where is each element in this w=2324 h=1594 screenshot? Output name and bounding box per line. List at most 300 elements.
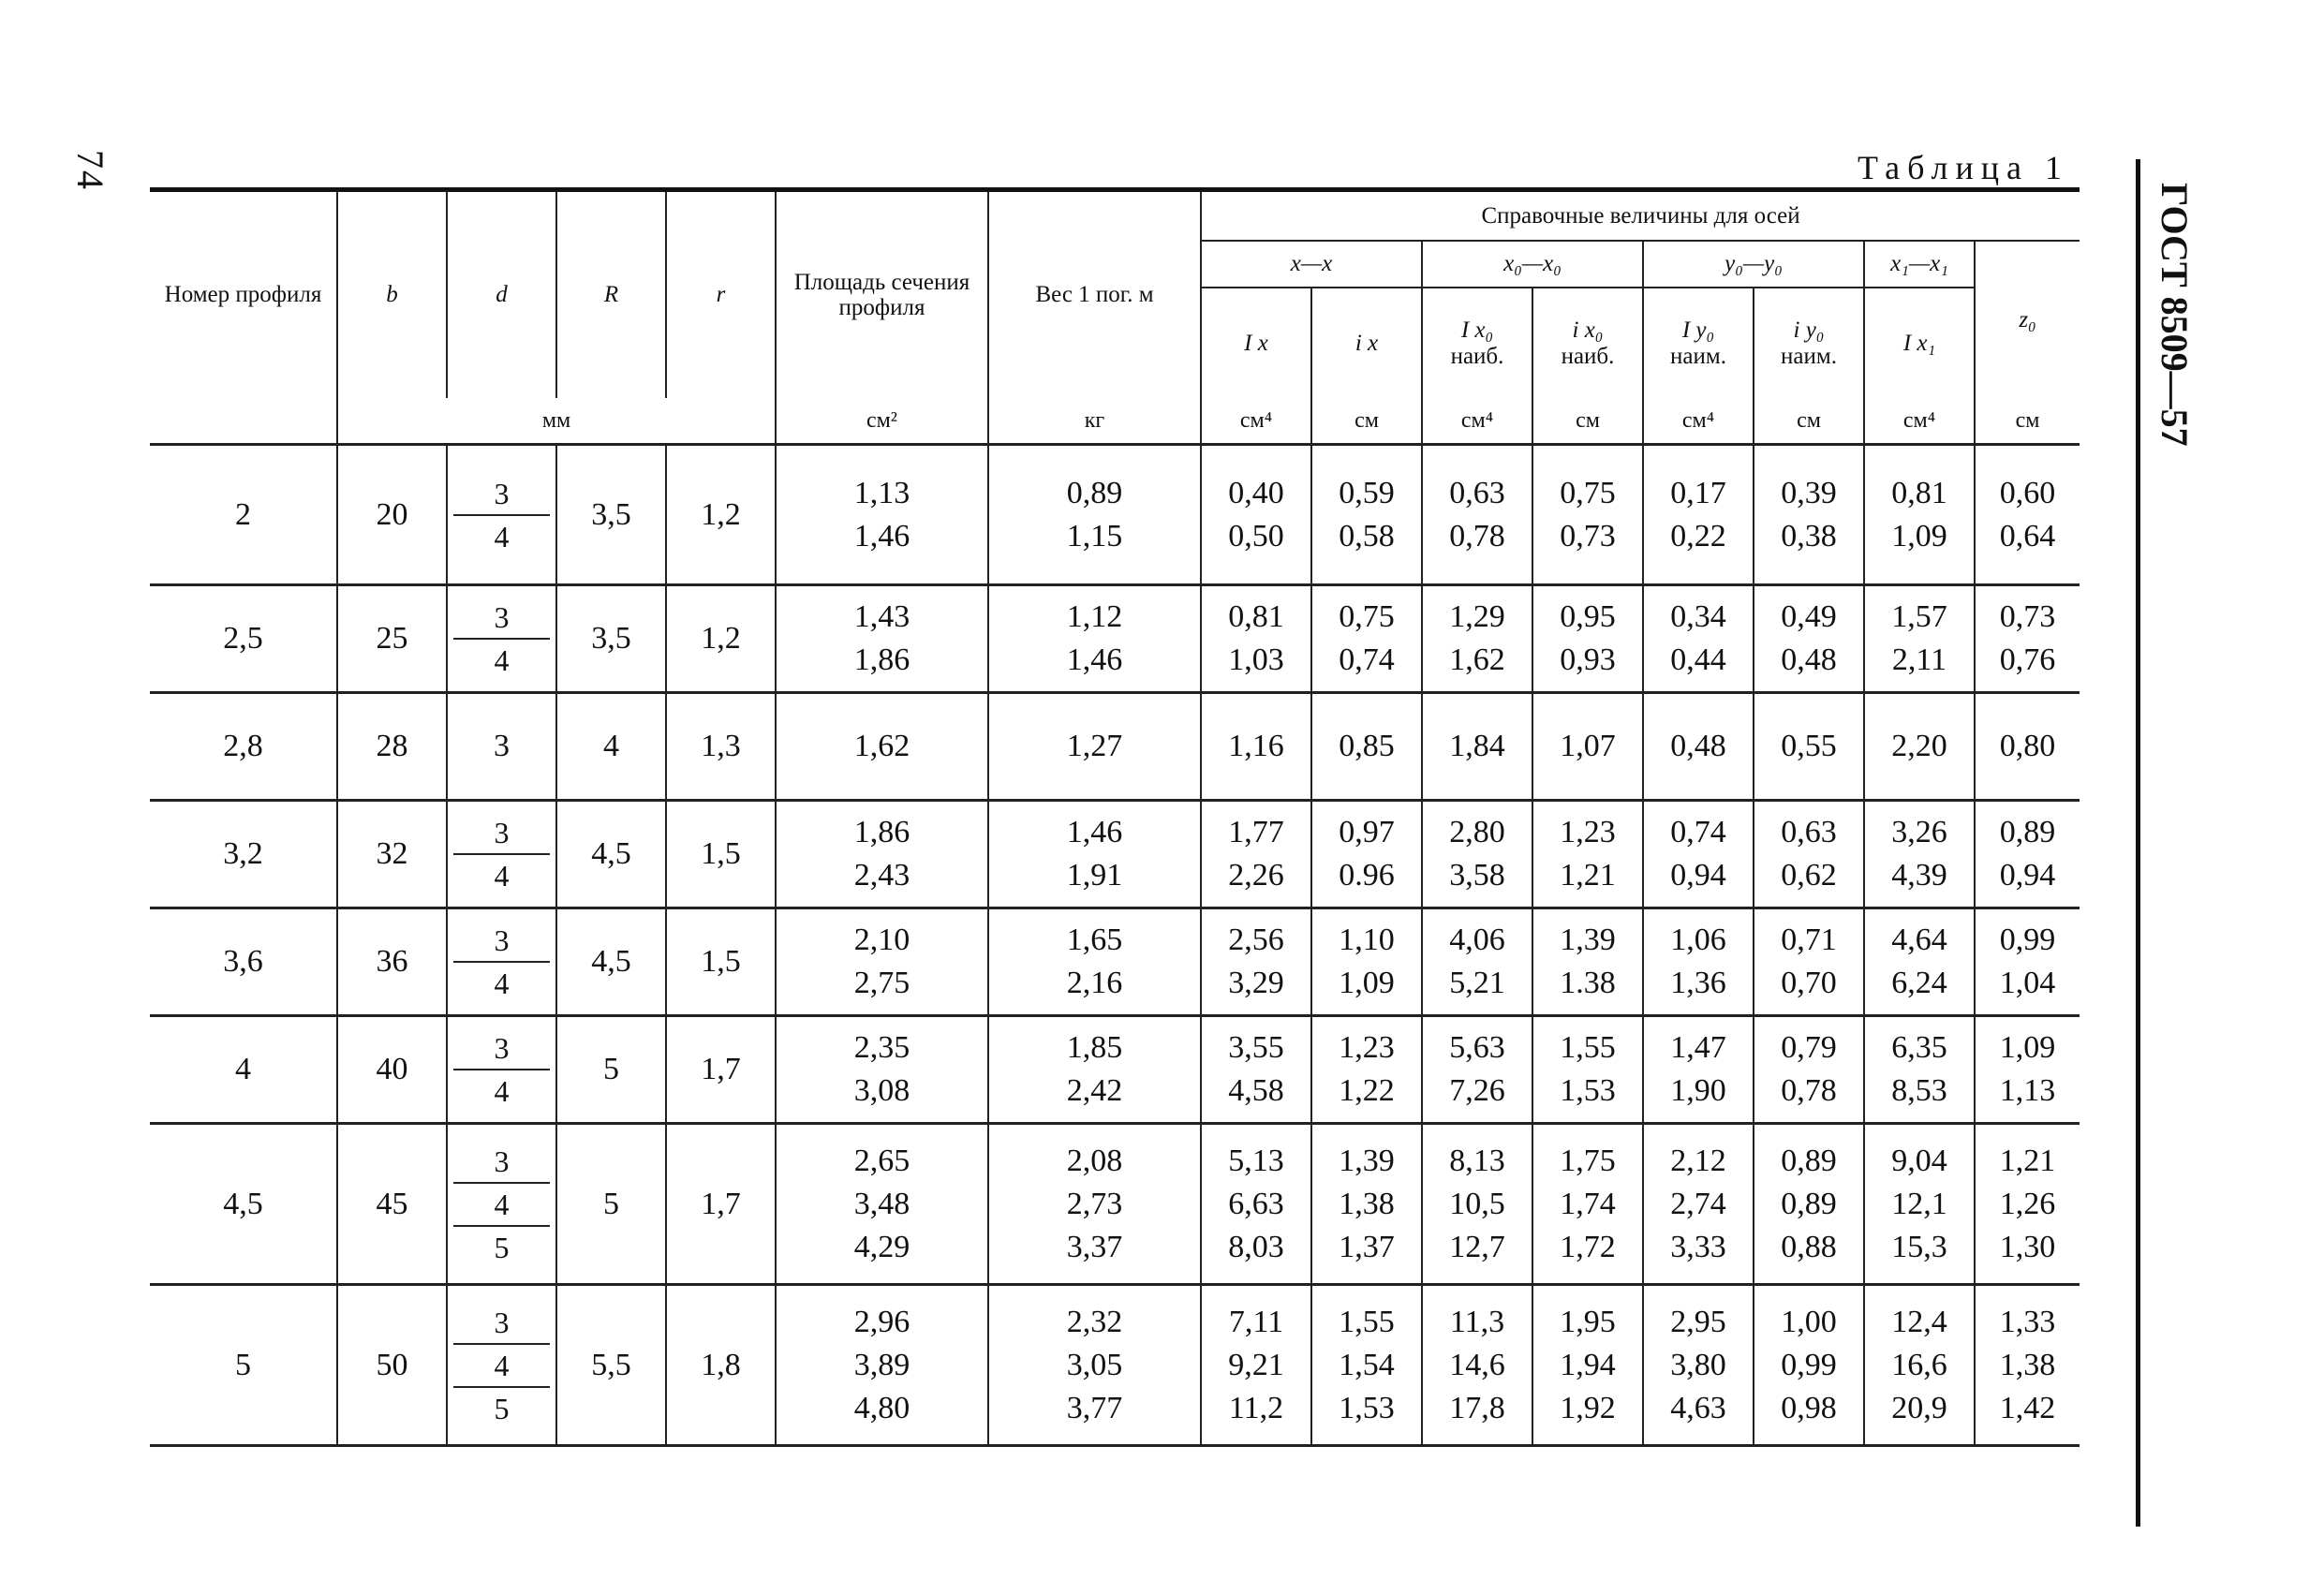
value-stack <box>1202 1030 1310 1109</box>
value: 2,74 <box>1670 1186 1726 1221</box>
value-stack <box>1533 922 1642 1001</box>
value: 1,16 <box>1228 729 1284 763</box>
cell-Ix <box>1201 585 1311 693</box>
cell-z0 <box>1975 1016 2080 1124</box>
value: 0,79 <box>1781 1030 1837 1065</box>
value-stack <box>1644 729 1753 764</box>
header-Ix0-note: наиб. <box>1450 343 1504 369</box>
value-stack <box>1865 476 1974 554</box>
cell-ix <box>1311 1124 1422 1285</box>
cell-r: 1,3 <box>666 693 776 801</box>
value: 1,74 <box>1560 1186 1616 1221</box>
header-profile-no: Номер профиля <box>164 282 322 308</box>
value: 0,62 <box>1781 858 1837 893</box>
value: 1,07 <box>1560 729 1616 763</box>
value: 1,36 <box>1670 966 1726 1000</box>
value: 2,16 <box>1066 966 1123 1000</box>
value-stack <box>1644 476 1753 554</box>
value: 0,44 <box>1670 642 1726 677</box>
cell-Ix1 <box>1864 801 1975 908</box>
value: 2,10 <box>853 922 910 957</box>
header-ix0-note: наиб. <box>1561 343 1615 369</box>
value: 2,35 <box>853 1030 910 1065</box>
value: 17,8 <box>1449 1390 1505 1425</box>
value: 7,11 <box>1228 1304 1284 1339</box>
cell-b: 28 <box>337 693 447 801</box>
value: 1,47 <box>1670 1030 1726 1065</box>
header-area: Площадь сечения профиля <box>776 192 988 398</box>
cell-Ix0 <box>1422 908 1532 1016</box>
cell-area <box>776 693 988 801</box>
value: 3,33 <box>1670 1229 1726 1264</box>
value: 0,49 <box>1781 599 1837 634</box>
value-stack <box>1976 1030 2080 1109</box>
table-row <box>150 801 2080 908</box>
value: 0,48 <box>1670 729 1726 763</box>
value: 2,80 <box>1449 815 1505 849</box>
value-stack <box>777 922 987 1001</box>
value: 2,12 <box>1670 1143 1726 1178</box>
thickness-value: 3 <box>494 923 510 957</box>
value: 3,37 <box>1066 1229 1123 1264</box>
cell-Iy0 <box>1643 445 1754 585</box>
value-stack <box>1423 1305 1532 1426</box>
value: 1,37 <box>1339 1229 1395 1264</box>
cell-ix <box>1311 445 1422 585</box>
value: 1,62 <box>853 729 910 763</box>
value: 11,2 <box>1228 1390 1284 1425</box>
value: 0,50 <box>1228 518 1284 553</box>
margin-rule <box>2136 159 2140 1527</box>
header-Ix1: I x₁ <box>1864 288 1975 398</box>
unit-weight: кг <box>988 398 1201 445</box>
value-stack <box>1644 1305 1753 1426</box>
header-axis-x0x0: x₀—x₀ <box>1422 241 1643 288</box>
cell-profile: 2 <box>150 445 337 585</box>
cell-z0 <box>1975 693 2080 801</box>
value: 1,53 <box>1560 1073 1616 1108</box>
cell-profile: 2,5 <box>150 585 337 693</box>
cell-weight <box>988 908 1201 1016</box>
cell-d <box>447 1124 556 1285</box>
value-stack <box>1312 1144 1421 1265</box>
value-stack <box>777 729 987 764</box>
header-Iy0 <box>1643 288 1754 398</box>
value: 0,17 <box>1670 475 1726 510</box>
value-stack <box>777 1030 987 1109</box>
value-stack <box>1312 1030 1421 1109</box>
cell-ix <box>1311 801 1422 908</box>
table-row <box>150 1285 2080 1446</box>
cell-Iy0 <box>1643 585 1754 693</box>
table-row <box>150 693 2080 801</box>
header-Iy0-note: наим. <box>1670 343 1726 369</box>
value-stack <box>1865 815 1974 893</box>
value: 0,95 <box>1560 599 1616 634</box>
table-body <box>150 445 2080 1446</box>
cell-iy0 <box>1754 801 1864 908</box>
value: 1,95 <box>1560 1304 1616 1339</box>
cell-ix <box>1311 908 1422 1016</box>
value: 1,09 <box>1339 966 1395 1000</box>
value: 1,65 <box>1066 922 1123 957</box>
header-d: d <box>447 192 556 398</box>
value: 1,94 <box>1560 1347 1616 1382</box>
value: 0,75 <box>1560 475 1616 510</box>
cell-ix0 <box>1532 445 1643 585</box>
unit-Ix1: см⁴ <box>1864 398 1975 445</box>
value: 8,53 <box>1891 1073 1947 1108</box>
cell-iy0 <box>1754 693 1864 801</box>
value-stack <box>1533 599 1642 678</box>
value-stack <box>1533 476 1642 554</box>
value-stack <box>1754 1030 1863 1109</box>
cell-r: 1,5 <box>666 801 776 908</box>
value: 1,86 <box>853 815 910 849</box>
cell-R: 5,5 <box>556 1285 666 1446</box>
value: 1,91 <box>1066 858 1123 893</box>
cell-Ix <box>1201 693 1311 801</box>
value-stack <box>1312 599 1421 678</box>
value-stack <box>1644 922 1753 1001</box>
value: 9,21 <box>1228 1347 1284 1382</box>
cell-iy0 <box>1754 1016 1864 1124</box>
cell-d <box>447 1016 556 1124</box>
cell-area <box>776 1016 988 1124</box>
cell-profile: 4,5 <box>150 1124 337 1285</box>
value: 0,71 <box>1781 922 1837 957</box>
value-stack <box>1423 599 1532 678</box>
value: 0,98 <box>1781 1390 1837 1425</box>
value-stack <box>1423 922 1532 1001</box>
value: 0,73 <box>1999 599 2056 634</box>
cell-Ix <box>1201 1016 1311 1124</box>
cell-Ix1 <box>1864 908 1975 1016</box>
value-stack <box>1976 729 2080 764</box>
header-z0: z₀ <box>1975 241 2080 398</box>
value: 14,6 <box>1449 1347 1505 1382</box>
header-reference: Справочные величины для осей <box>1201 192 2080 241</box>
value-stack <box>1533 815 1642 893</box>
value-stack <box>1865 729 1974 764</box>
cell-z0 <box>1975 1285 2080 1446</box>
cell-r: 1,8 <box>666 1285 776 1446</box>
cell-ix <box>1311 1285 1422 1446</box>
value: 1,09 <box>1999 1030 2056 1065</box>
header-Iy0-symbol: I y₀ <box>1681 317 1715 343</box>
value: 1,13 <box>853 475 910 510</box>
value-stack <box>1423 729 1532 764</box>
value-stack <box>777 476 987 554</box>
value: 3,58 <box>1449 858 1505 893</box>
cell-iy0 <box>1754 1124 1864 1285</box>
value: 15,3 <box>1891 1229 1947 1264</box>
value-stack <box>1644 815 1753 893</box>
value: 10,5 <box>1449 1186 1505 1221</box>
header-axis-xx: x—x <box>1201 241 1422 288</box>
cell-ix0 <box>1532 1016 1643 1124</box>
cell-profile: 4 <box>150 1016 337 1124</box>
value: 0,99 <box>1781 1347 1837 1382</box>
value: 11,3 <box>1449 1304 1505 1339</box>
value: 0,75 <box>1339 599 1395 634</box>
value: 1,77 <box>1228 815 1284 849</box>
value-stack <box>989 1030 1200 1109</box>
value: 6,24 <box>1891 966 1947 1000</box>
value-stack <box>1644 1144 1753 1265</box>
value-stack <box>777 599 987 678</box>
value-stack <box>1312 1305 1421 1426</box>
value: 1,54 <box>1339 1347 1395 1382</box>
value: 3,89 <box>853 1347 910 1382</box>
value: 0,38 <box>1781 518 1837 553</box>
cell-profile: 3,2 <box>150 801 337 908</box>
value-stack <box>989 476 1200 554</box>
value: 1,57 <box>1891 599 1947 634</box>
header-iy0-note: наим. <box>1781 343 1837 369</box>
value: 0,70 <box>1781 966 1837 1000</box>
header-iy0 <box>1754 288 1864 398</box>
value-stack <box>989 599 1200 678</box>
value: 2,20 <box>1891 729 1947 763</box>
value-stack <box>989 729 1200 764</box>
cell-r: 1,2 <box>666 585 776 693</box>
value: 0.96 <box>1339 858 1395 893</box>
cell-b: 50 <box>337 1285 447 1446</box>
value: 16,6 <box>1891 1347 1947 1382</box>
value: 0,89 <box>1781 1186 1837 1221</box>
value: 0,85 <box>1339 729 1395 763</box>
unit-z0: см <box>1975 398 2080 445</box>
value: 0,93 <box>1560 642 1616 677</box>
cell-R: 3,5 <box>556 585 666 693</box>
value: 7,26 <box>1449 1073 1505 1108</box>
value: 1,09 <box>1891 518 1947 553</box>
value-stack <box>1202 922 1310 1001</box>
value: 3,55 <box>1228 1030 1284 1065</box>
value-stack <box>1202 729 1310 764</box>
header-ix0-symbol: i x₀ <box>1572 317 1604 343</box>
thickness-stack <box>453 920 551 1004</box>
value: 3,29 <box>1228 966 1284 1000</box>
value-stack <box>1533 1030 1642 1109</box>
value: 2,26 <box>1228 858 1284 893</box>
value: 1,23 <box>1339 1030 1395 1065</box>
cell-Ix0 <box>1422 1016 1532 1124</box>
cell-d <box>447 1285 556 1446</box>
value: 0,63 <box>1449 475 1505 510</box>
value: 1,22 <box>1339 1073 1395 1108</box>
value-stack <box>989 1144 1200 1265</box>
value: 1,39 <box>1339 1143 1395 1178</box>
value-stack <box>777 1305 987 1426</box>
header-ix0 <box>1532 288 1643 398</box>
value-stack <box>989 815 1200 893</box>
value: 1,21 <box>1999 1143 2056 1178</box>
cell-d: 3 <box>447 693 556 801</box>
unit-profile <box>150 398 337 445</box>
cell-area <box>776 1124 988 1285</box>
cell-Ix0 <box>1422 801 1532 908</box>
cell-r: 1,2 <box>666 445 776 585</box>
cell-z0 <box>1975 585 2080 693</box>
value: 8,03 <box>1228 1229 1284 1264</box>
thickness-stack <box>453 1141 551 1268</box>
cell-ix0 <box>1532 1124 1643 1285</box>
value: 4,39 <box>1891 858 1947 893</box>
header-ix: i x <box>1311 288 1422 398</box>
cell-Ix0 <box>1422 1124 1532 1285</box>
value: 1,06 <box>1670 922 1726 957</box>
value: 1,04 <box>1999 966 2056 1000</box>
cell-Ix0 <box>1422 585 1532 693</box>
thickness-value: 4 <box>453 638 551 681</box>
value-stack <box>1423 1144 1532 1265</box>
cell-weight <box>988 1124 1201 1285</box>
value-stack <box>1976 599 2080 678</box>
header-R: R <box>556 192 666 398</box>
cell-r: 1,5 <box>666 908 776 1016</box>
cell-R: 4 <box>556 693 666 801</box>
value-stack <box>1202 1144 1310 1265</box>
header-r: r <box>666 192 776 398</box>
cell-profile: 3,6 <box>150 908 337 1016</box>
value: 4,06 <box>1449 922 1505 957</box>
header-weight: Вес 1 пог. м <box>988 192 1201 398</box>
cell-Ix1 <box>1864 585 1975 693</box>
value: 0,81 <box>1891 475 1947 510</box>
value: 3,48 <box>853 1186 910 1221</box>
value: 6,35 <box>1891 1030 1947 1065</box>
cell-R: 3,5 <box>556 445 666 585</box>
value-stack <box>1865 1030 1974 1109</box>
value: 1,12 <box>1066 599 1123 634</box>
value: 1,29 <box>1449 599 1505 634</box>
value: 0,58 <box>1339 518 1395 553</box>
value: 1,53 <box>1339 1390 1395 1425</box>
unit-area: см² <box>776 398 988 445</box>
thickness-value: 3 <box>494 476 510 510</box>
value-stack <box>1533 729 1642 764</box>
value-stack <box>1202 1305 1310 1426</box>
value: 0,88 <box>1781 1229 1837 1264</box>
unit-ix: см <box>1311 398 1422 445</box>
cell-ix0 <box>1532 908 1643 1016</box>
value: 5,13 <box>1228 1143 1284 1178</box>
value: 2,08 <box>1066 1143 1123 1178</box>
value-stack <box>1202 599 1310 678</box>
value-stack <box>1754 599 1863 678</box>
cell-iy0 <box>1754 445 1864 585</box>
cell-weight <box>988 445 1201 585</box>
thickness-value: 4 <box>453 1182 551 1225</box>
value: 1,13 <box>1999 1073 2056 1108</box>
unit-Ix0: см⁴ <box>1422 398 1532 445</box>
value-stack <box>1312 922 1421 1001</box>
value: 0,74 <box>1670 815 1726 849</box>
value: 2,95 <box>1670 1304 1726 1339</box>
cell-weight <box>988 693 1201 801</box>
unit-Iy0: см⁴ <box>1643 398 1754 445</box>
value-stack <box>1865 1144 1974 1265</box>
cell-z0 <box>1975 445 2080 585</box>
unit-mm: мм <box>337 398 776 445</box>
cell-profile: 2,8 <box>150 693 337 801</box>
table-row <box>150 908 2080 1016</box>
value-stack <box>1202 815 1310 893</box>
value: 0,89 <box>1781 1143 1837 1178</box>
cell-weight <box>988 585 1201 693</box>
value: 9,04 <box>1891 1143 1947 1178</box>
value-stack <box>1865 599 1974 678</box>
value-stack <box>1423 815 1532 893</box>
value: 1,92 <box>1560 1390 1616 1425</box>
value: 1,21 <box>1560 858 1616 893</box>
cell-weight <box>988 1285 1201 1446</box>
value: 0,22 <box>1670 518 1726 553</box>
cell-b: 40 <box>337 1016 447 1124</box>
value: 0,81 <box>1228 599 1284 634</box>
cell-R: 5 <box>556 1124 666 1285</box>
thickness-value: 4 <box>453 1069 551 1112</box>
cell-Ix <box>1201 1124 1311 1285</box>
table-row <box>150 585 2080 693</box>
thickness-stack <box>453 1027 551 1112</box>
value: 3,80 <box>1670 1347 1726 1382</box>
value-stack <box>1976 815 2080 893</box>
thickness-stack <box>453 1302 551 1429</box>
cell-ix0 <box>1532 693 1643 801</box>
value-stack <box>989 1305 1200 1426</box>
thickness-value: 3 <box>494 1305 510 1339</box>
cell-ix <box>1311 585 1422 693</box>
value-stack <box>1865 922 1974 1001</box>
cell-Ix0 <box>1422 1285 1532 1446</box>
cell-Ix <box>1201 1285 1311 1446</box>
cell-ix0 <box>1532 585 1643 693</box>
thickness-value: 3 <box>494 600 510 634</box>
value-stack <box>1754 1305 1863 1426</box>
cell-Ix1 <box>1864 1285 1975 1446</box>
value-stack <box>1312 815 1421 893</box>
value: 1,46 <box>1066 815 1123 849</box>
value: 0,80 <box>1999 729 2056 763</box>
thickness-value: 4 <box>453 853 551 896</box>
value: 8,13 <box>1449 1143 1505 1178</box>
value: 0,94 <box>1999 858 2056 893</box>
cell-ix0 <box>1532 801 1643 908</box>
value: 1,46 <box>853 518 910 553</box>
cell-Ix0 <box>1422 445 1532 585</box>
value: 1,39 <box>1560 922 1616 957</box>
table-row <box>150 1124 2080 1285</box>
value-stack <box>1423 1030 1532 1109</box>
thickness-value: 5 <box>453 1386 551 1429</box>
value: 0,99 <box>1999 922 2056 957</box>
thickness-stack <box>453 597 551 681</box>
value: 1,55 <box>1560 1030 1616 1065</box>
value-stack <box>777 815 987 893</box>
value: 0,55 <box>1781 729 1837 763</box>
value: 1,33 <box>1999 1304 2056 1339</box>
cell-Iy0 <box>1643 1124 1754 1285</box>
value: 1,43 <box>853 599 910 634</box>
value: 0,76 <box>1999 642 2056 677</box>
thickness-stack <box>453 812 551 896</box>
value: 1,15 <box>1066 518 1123 553</box>
value: 0,63 <box>1781 815 1837 849</box>
value: 0,74 <box>1339 642 1395 677</box>
